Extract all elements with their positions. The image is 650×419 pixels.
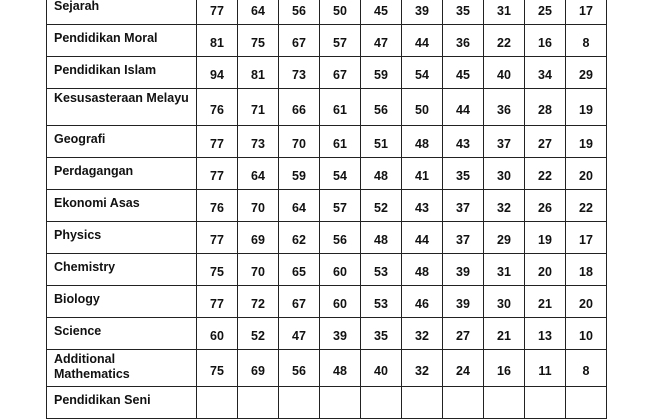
- grade-value-cell: 77: [197, 126, 238, 158]
- grade-value-cell: 20: [566, 158, 607, 190]
- table-row: [47, 286, 607, 318]
- grade-value-cell: 20: [525, 254, 566, 286]
- grade-value-cell: 73: [279, 57, 320, 89]
- grade-value-cell: 22: [525, 158, 566, 190]
- table-row: [47, 254, 607, 286]
- grade-value-cell: 31: [484, 0, 525, 25]
- grade-value-cell: 39: [443, 286, 484, 318]
- grade-value-cell: 41: [402, 158, 443, 190]
- grade-value-cell: 8: [566, 350, 607, 387]
- grade-value-cell: 39: [443, 254, 484, 286]
- grade-value-cell: 40: [484, 57, 525, 89]
- table-row: [47, 89, 607, 126]
- grade-value-cell: 40: [361, 350, 402, 387]
- grade-value-cell: 39: [402, 0, 443, 25]
- grade-value-cell: 47: [361, 25, 402, 57]
- grade-value-cell: 26: [525, 190, 566, 222]
- grade-value-cell: 44: [443, 89, 484, 126]
- table-row: [47, 57, 607, 89]
- grade-value-cell: 43: [443, 126, 484, 158]
- grade-value-cell: 43: [402, 190, 443, 222]
- grade-value-cell: 21: [484, 318, 525, 350]
- grade-value-cell: 48: [361, 222, 402, 254]
- grade-value-cell: 81: [197, 25, 238, 57]
- subject-cell: Pendidikan Islam: [47, 57, 197, 89]
- grade-value-cell: 10: [566, 318, 607, 350]
- grade-value-cell: 77: [197, 222, 238, 254]
- grade-value-cell: 61: [320, 89, 361, 126]
- grade-value-cell: 57: [320, 25, 361, 57]
- grade-value-cell: 60: [197, 318, 238, 350]
- grade-value-cell: 13: [525, 318, 566, 350]
- table-row: [47, 387, 607, 419]
- grade-value-cell: 16: [525, 25, 566, 57]
- grade-value-cell: [443, 387, 484, 419]
- grade-value-cell: 75: [197, 254, 238, 286]
- grade-value-cell: 24: [443, 350, 484, 387]
- grade-value-cell: 77: [197, 158, 238, 190]
- grade-value-cell: 70: [238, 254, 279, 286]
- table-row: [47, 190, 607, 222]
- grade-value-cell: 18: [566, 254, 607, 286]
- grade-value-cell: 64: [279, 190, 320, 222]
- grade-value-cell: 61: [320, 126, 361, 158]
- grade-value-cell: 75: [238, 25, 279, 57]
- grade-value-cell: 66: [279, 89, 320, 126]
- subject-cell: Biology: [47, 286, 197, 318]
- grade-value-cell: 45: [443, 57, 484, 89]
- grade-value-cell: 70: [279, 126, 320, 158]
- grade-value-cell: 31: [484, 254, 525, 286]
- subject-cell: Pendidikan Moral: [47, 25, 197, 57]
- grade-value-cell: [279, 387, 320, 419]
- grade-value-cell: 35: [443, 0, 484, 25]
- table-row: [47, 25, 607, 57]
- subject-cell: Additional Mathematics: [47, 350, 197, 387]
- table-row: [47, 0, 607, 25]
- grade-value-cell: 30: [484, 158, 525, 190]
- grade-value-cell: 48: [402, 126, 443, 158]
- grade-value-cell: 19: [566, 126, 607, 158]
- grade-value-cell: 56: [279, 350, 320, 387]
- grade-value-cell: 76: [197, 190, 238, 222]
- grade-value-cell: 65: [279, 254, 320, 286]
- grade-value-cell: 72: [238, 286, 279, 318]
- grade-value-cell: 19: [566, 89, 607, 126]
- grade-value-cell: 29: [566, 57, 607, 89]
- grade-value-cell: 27: [525, 126, 566, 158]
- grade-value-cell: [402, 387, 443, 419]
- table-row: [47, 126, 607, 158]
- grade-value-cell: 28: [525, 89, 566, 126]
- grade-value-cell: 81: [238, 57, 279, 89]
- grade-value-cell: 77: [197, 286, 238, 318]
- grade-value-cell: 53: [361, 254, 402, 286]
- grade-value-cell: [320, 387, 361, 419]
- subject-cell: Pendidikan Seni: [47, 387, 197, 419]
- subject-cell: Perdagangan: [47, 158, 197, 190]
- grade-value-cell: 48: [320, 350, 361, 387]
- grade-value-cell: 35: [443, 158, 484, 190]
- grade-value-cell: 19: [525, 222, 566, 254]
- grade-value-cell: 25: [525, 0, 566, 25]
- grade-value-cell: 54: [320, 158, 361, 190]
- grade-cutoff-table: [46, 0, 607, 419]
- grade-value-cell: 34: [525, 57, 566, 89]
- grade-value-cell: 64: [238, 0, 279, 25]
- grade-value-cell: 35: [361, 318, 402, 350]
- grade-value-cell: 67: [279, 286, 320, 318]
- grade-value-cell: 56: [361, 89, 402, 126]
- grade-value-cell: 37: [443, 222, 484, 254]
- grade-value-cell: [197, 387, 238, 419]
- grade-value-cell: 94: [197, 57, 238, 89]
- grade-value-cell: 27: [443, 318, 484, 350]
- grade-value-cell: 59: [361, 57, 402, 89]
- grade-value-cell: [484, 387, 525, 419]
- grade-value-cell: [525, 387, 566, 419]
- grade-value-cell: 62: [279, 222, 320, 254]
- grade-value-cell: 54: [402, 57, 443, 89]
- grade-value-cell: 48: [361, 158, 402, 190]
- grade-value-cell: 52: [238, 318, 279, 350]
- subject-cell: Geografi: [47, 126, 197, 158]
- grade-value-cell: 59: [279, 158, 320, 190]
- grade-value-cell: 47: [279, 318, 320, 350]
- subject-cell: Chemistry: [47, 254, 197, 286]
- grade-value-cell: 64: [238, 158, 279, 190]
- grade-value-cell: 73: [238, 126, 279, 158]
- grade-value-cell: 32: [484, 190, 525, 222]
- grade-value-cell: 67: [279, 25, 320, 57]
- grade-value-cell: [566, 387, 607, 419]
- table-row: [47, 350, 607, 387]
- grade-value-cell: 44: [402, 222, 443, 254]
- table-body: [47, 0, 607, 419]
- grade-value-cell: 45: [361, 0, 402, 25]
- grade-value-cell: 32: [402, 318, 443, 350]
- subject-cell: Physics: [47, 222, 197, 254]
- grade-value-cell: 32: [402, 350, 443, 387]
- grade-value-cell: 37: [484, 126, 525, 158]
- grade-value-cell: [238, 387, 279, 419]
- subject-cell: Ekonomi Asas: [47, 190, 197, 222]
- grade-value-cell: 76: [197, 89, 238, 126]
- grade-value-cell: [361, 387, 402, 419]
- table-row: [47, 222, 607, 254]
- grade-value-cell: 36: [484, 89, 525, 126]
- grade-value-cell: 37: [443, 190, 484, 222]
- grade-value-cell: 30: [484, 286, 525, 318]
- grade-value-cell: 36: [443, 25, 484, 57]
- grade-value-cell: 67: [320, 57, 361, 89]
- table-row: [47, 318, 607, 350]
- grade-value-cell: 51: [361, 126, 402, 158]
- grade-value-cell: 17: [566, 0, 607, 25]
- grade-value-cell: 52: [361, 190, 402, 222]
- grade-value-cell: 11: [525, 350, 566, 387]
- grade-value-cell: 60: [320, 286, 361, 318]
- grade-value-cell: 70: [238, 190, 279, 222]
- grade-value-cell: 22: [566, 190, 607, 222]
- grade-value-cell: 39: [320, 318, 361, 350]
- grade-value-cell: 21: [525, 286, 566, 318]
- subject-cell: Kesusasteraan Melayu: [47, 89, 197, 126]
- grade-value-cell: 50: [402, 89, 443, 126]
- grade-value-cell: 53: [361, 286, 402, 318]
- grade-value-cell: 75: [197, 350, 238, 387]
- grade-value-cell: 8: [566, 25, 607, 57]
- grade-value-cell: 48: [402, 254, 443, 286]
- grade-value-cell: 17: [566, 222, 607, 254]
- table-row: [47, 158, 607, 190]
- grade-value-cell: 57: [320, 190, 361, 222]
- subject-cell: Science: [47, 318, 197, 350]
- grade-value-cell: 29: [484, 222, 525, 254]
- grade-value-cell: 71: [238, 89, 279, 126]
- grade-value-cell: 20: [566, 286, 607, 318]
- grade-value-cell: 46: [402, 286, 443, 318]
- subject-cell: Sejarah: [47, 0, 197, 25]
- grade-value-cell: 69: [238, 222, 279, 254]
- grade-value-cell: 60: [320, 254, 361, 286]
- grade-value-cell: 77: [197, 0, 238, 25]
- grade-value-cell: 22: [484, 25, 525, 57]
- grade-value-cell: 56: [320, 222, 361, 254]
- grade-value-cell: 56: [279, 0, 320, 25]
- grade-value-cell: 44: [402, 25, 443, 57]
- grade-value-cell: 69: [238, 350, 279, 387]
- grade-value-cell: 50: [320, 0, 361, 25]
- grade-value-cell: 16: [484, 350, 525, 387]
